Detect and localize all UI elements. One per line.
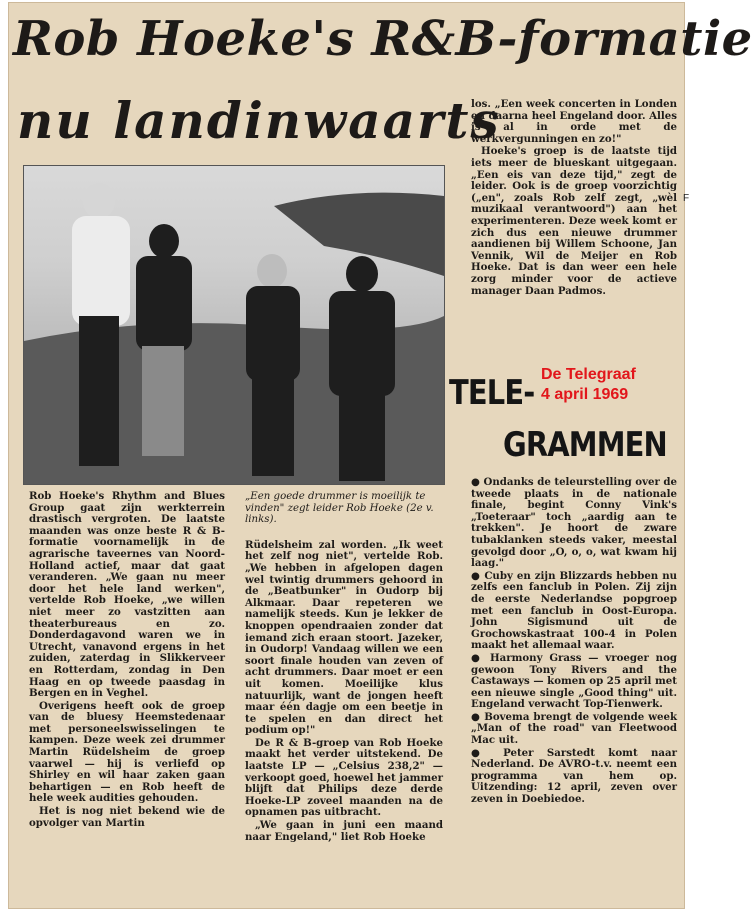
- paragraph: De R & B-groep van Rob Hoeke maakt het verder uitstekend. De laatste LP — „Celsius 238,2" — verkoopt goed, hoewel het jammer blijft dat Philips deze derde Hoeke-LP zoveel maanden na de opnamen pas uitbracht.: [245, 736, 443, 819]
- telegrammen-title-line-2: GRAMMEN: [503, 425, 667, 465]
- band-photo-illustration: [24, 166, 444, 484]
- paragraph: Overigens heeft ook de groep van de bluesy Heemstedenaar met personeelswisselingen te kampen. Deze week zei drummer Martin Rüdelsheim de groep vaarwel — hij is verliefd op Shirley en wil haar zaken gaan behartigen — en Rob heeft de hele week audities gehouden.: [29, 699, 225, 805]
- paragraph: Rob Hoeke's Rhythm and Blues Group gaat zijn werkterrein drastisch vergroten. De laatste maanden was onze beste R & B-formatie voornamelijk in de agrarische taveernes van Noord-Holland actief, maar dat gaat veranderen. „We gaan nu meer door het hele land werken", vertelde Rob Hoeke, „we willen niet meer zo vastzitten aan theaterbureaus en zo. Donderdagavond waren we in Utrecht, vanavond ergens in het zuiden, zaterdag in Slikkerveer en Rotterdam, zondag in Den Haag en op tweede paasdag in Bergen en in Veghel.: [29, 490, 225, 700]
- paragraph: los. „Een week concerten in Londen en daarna heel Engeland door. Alles is al in orde met de werkvergunningen en zo!": [471, 98, 677, 145]
- paragraph: „We gaan in juni een maand naar Engeland," liet Rob Hoeke: [245, 819, 443, 843]
- headline-line-2: nu landinwaarts: [17, 91, 501, 150]
- paragraph: Hoeke's groep is de laatste tijd iets meer de blueskant uitgegaan. „Een eis van deze tijd," zegt de leider. Ook is de groep voorzichtig („en", zoals Rob zelf zegt, „wèl muzikaal verantwoord") aan het experimenteren. Deze week komt er zich dus een nieuwe drummer aandienen bij Willem Schoone, Jan Vennik, Wil de Meijer en Rob Hoeke. Dat is dan weer een hele zorg minder voor de actieve manager Daan Padmos.: [471, 145, 677, 297]
- photo-caption: „Een goede drummer is moeilijk te vinden" zegt leider Rob Hoeke (2e v. links).: [245, 491, 434, 526]
- telegram-item: ● Harmony Grass — vroeger nog gewoon Tony Rivers and the Castaways — komen op 25 april met een nieuwe single „Good thing" uit. Engeland verwacht Top-Tienwerk.: [471, 653, 677, 711]
- source-name: De Telegraaf: [541, 366, 636, 383]
- source-label: [541, 365, 636, 405]
- article-column-1: [29, 491, 225, 830]
- telegram-item: ● Cuby en zijn Blizzards hebben nu zelfs een fanclub in Polen. Zij zijn de eerste Nederlandse popgroep met een fanclub in Oost-Europa. John Sigismund uit de Grochowskastraat 100-4 in Polen maakt het allemaal waar.: [471, 571, 677, 652]
- telegrammen-column: [471, 477, 677, 807]
- telegram-item: ● Bovema brengt de volgende week „Man of the road" van Fleetwood Mac uit.: [471, 712, 677, 747]
- article-column-2: [245, 491, 443, 844]
- headline-line-1: Rob Hoeke's R&B-formatie: [13, 11, 753, 67]
- article-column-3: [471, 99, 677, 298]
- newspaper-clipping: [8, 2, 753, 909]
- source-date: 4 april 1969: [541, 386, 629, 403]
- margin-mark: F: [683, 193, 690, 204]
- paragraph: Het is nog niet bekend wie de opvolger van Martin: [29, 805, 225, 829]
- paragraph: Rüdelsheim zal worden. „Ik weet het zelf nog niet", vertelde Rob. „We hebben in afgelopen dagen wel twintig drummers gehoord in de „Beatbunker" in Oudorp bij Alkmaar. Daar repeteren we namelijk steeds. Kun je lekker de knoppen opendraaien zonder dat iemand zich eraan stoort. Jazeker, in Oudorp! Vandaag willen we een soort finale houden van zeven of acht drummers. Daar moet er een uit komen. Moeilijke klus natuurlijk, want de jongen heeft maar één dagje om een beetje in te spelen en dan direct het podium op!": [245, 538, 443, 737]
- telegrammen-title-line-1: TELE-: [449, 373, 535, 413]
- telegram-item: ● Ondanks de teleurstelling over de tweede plaats in de nationale finale, begint Conny Vink's „Toeteraar" toch „aardig aan te trekken". Je hoort de zware tubaklanken steeds vaker, meestal gevolgd door „O, o, o, wat kwam hij laag.": [471, 477, 677, 570]
- band-photo: [23, 165, 445, 485]
- telegram-item: ● Peter Sarstedt komt naar Nederland. De AVRO-t.v. neemt een programma van hem op. Uitzending: 12 april, zeven over zeven in Doebiedoe.: [471, 748, 677, 806]
